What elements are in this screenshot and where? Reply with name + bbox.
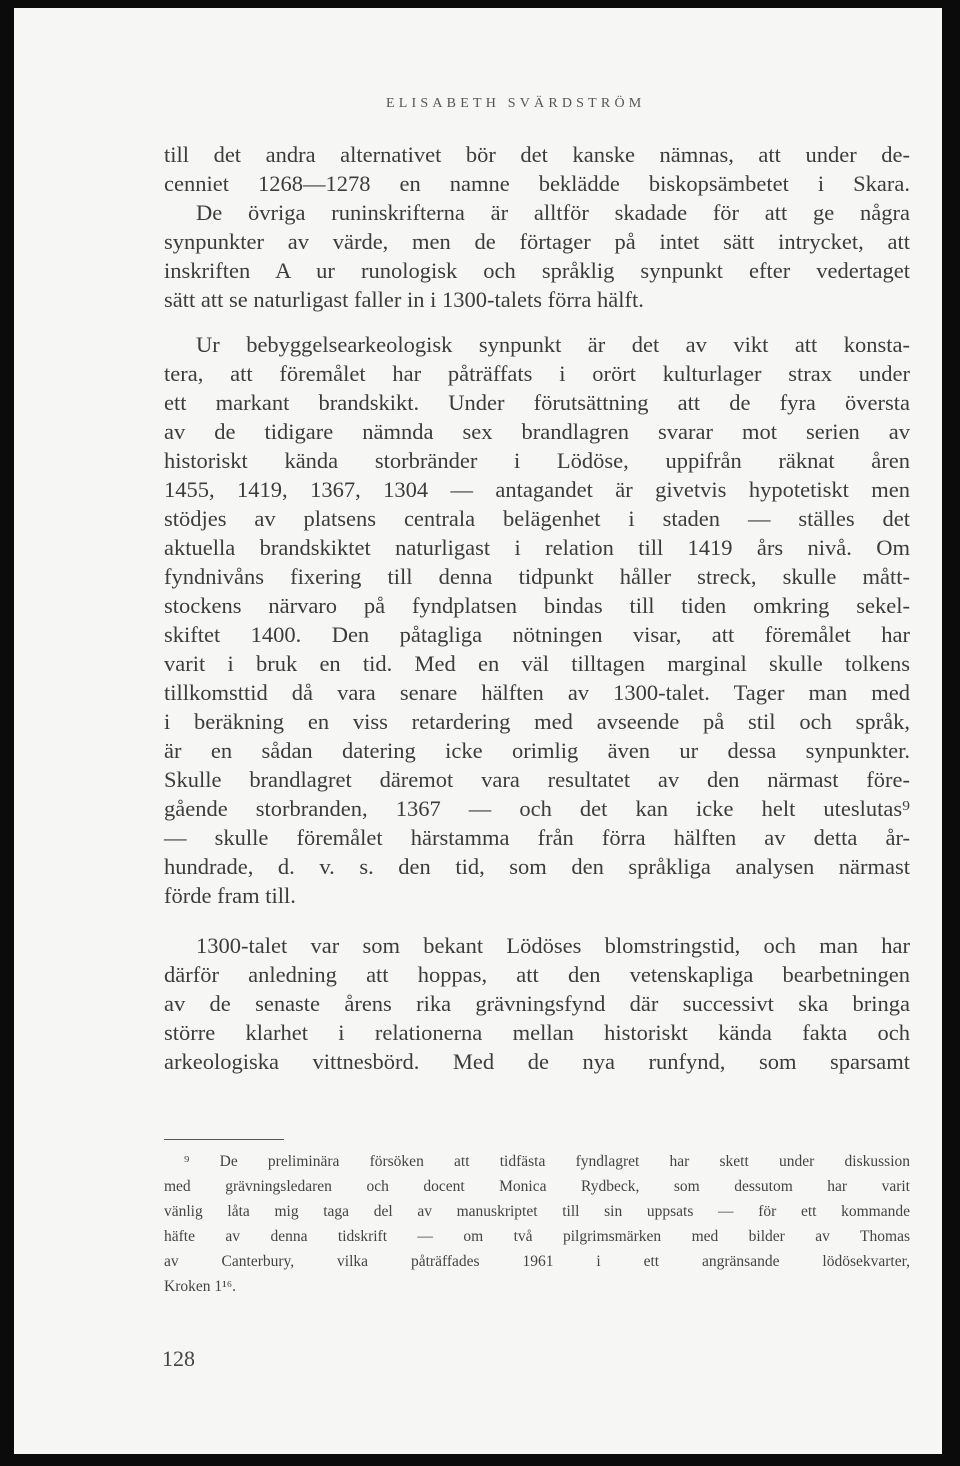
body-line: 1455, 1419, 1367, 1304 — antagandet är givetvis hypotetiskt men <box>164 477 910 502</box>
running-head: ELISABETH SVÄRDSTRÖM <box>386 96 646 111</box>
body-line: inskriften A ur runologisk och språklig synpunkt efter vedertaget <box>164 258 910 283</box>
body-line: Skulle brandlagret däremot vara resultatet av den närmast före- <box>164 767 910 792</box>
body-line: varit i bruk en tid. Med en väl tilltagen marginal skulle tolkens <box>164 651 910 676</box>
body-line: av de tidigare nämnda sex brandlagren svarar mot serien av <box>164 419 910 444</box>
body-line: ett markant brandskikt. Under förutsättning att de fyra översta <box>164 390 910 415</box>
book-page <box>14 8 942 1454</box>
body-line: tillkomsttid då vara senare hälften av 1300-talet. Tager man med <box>164 680 910 705</box>
body-line: historiskt kända storbränder i Lödöse, uppifrån räknat åren <box>164 448 910 473</box>
body-line: — skulle föremålet härstamma från förra hälften av detta år- <box>164 825 910 850</box>
body-line: av de senaste årens rika grävningsfynd där successivt ska bringa <box>164 991 910 1016</box>
footnote-separator <box>164 1139 284 1140</box>
body-line: synpunkter av värde, men de förtager på intet sätt intrycket, att <box>164 229 910 254</box>
body-line: hundrade, d. v. s. den tid, som den språkliga analysen närmast <box>164 854 910 879</box>
body-line: stockens närvaro på fyndplatsen bindas till tiden omkring sekel- <box>164 593 910 618</box>
body-line: större klarhet i relationerna mellan historiskt kända fakta och <box>164 1020 910 1045</box>
body-line: är en sådan datering icke orimlig även ur dessa synpunkter. <box>164 738 910 763</box>
footnote-line: med grävningsledaren och docent Monica Rydbeck, som dessutom har varit <box>164 1178 910 1195</box>
footnote-line: Kroken 1¹⁶. <box>164 1278 237 1295</box>
footnote-line: vänlig låta mig taga del av manuskriptet till sin uppsats — för ett kommande <box>164 1203 910 1220</box>
body-line: i beräkning en viss retardering med avseende på stil och språk, <box>164 709 910 734</box>
body-line: skiftet 1400. Den påtagliga nötningen visar, att föremålet har <box>164 622 910 647</box>
body-line: gående storbranden, 1367 — och det kan icke helt uteslutas⁹ <box>164 796 910 821</box>
footnote-line: ⁹ De preliminära försöken att tidfästa fyndlagret har skett under diskussion <box>184 1153 910 1170</box>
body-line: stödjes av platsens centrala belägenhet i staden — ställes det <box>164 506 910 531</box>
footnote-line: häfte av denna tidskrift — om två pilgrimsmärken med bilder av Thomas <box>164 1228 910 1245</box>
body-line: 1300-talet var som bekant Lödöses blomstringstid, och man har <box>196 933 910 958</box>
body-line: till det andra alternativet bör det kanske nämnas, att under de- <box>164 142 910 167</box>
body-line: cenniet 1268—1278 en namne beklädde biskopsämbetet i Skara. <box>164 171 910 196</box>
body-line: sätt att se naturligast faller in i 1300-talets förra hälft. <box>164 287 644 312</box>
body-line: tera, att föremålet har påträffats i orört kulturlager strax under <box>164 361 910 386</box>
body-line: aktuella brandskiktet naturligast i relation till 1419 års nivå. Om <box>164 535 910 560</box>
page-number: 128 <box>162 1346 195 1371</box>
body-line: De övriga runinskrifterna är alltför skadade för att ge några <box>196 200 910 225</box>
body-line: arkeologiska vittnesbörd. Med de nya runfynd, som sparsamt <box>164 1049 910 1074</box>
body-line: Ur bebyggelsearkeologisk synpunkt är det av vikt att konsta- <box>196 332 910 357</box>
body-line: därför anledning att hoppas, att den vetenskapliga bearbetningen <box>164 962 910 987</box>
footnote-line: av Canterbury, vilka påträffades 1961 i ett angränsande lödösekvarter, <box>164 1253 910 1270</box>
body-line: fyndnivåns fixering till denna tidpunkt håller streck, skulle mått- <box>164 564 910 589</box>
body-line: förde fram till. <box>164 883 296 908</box>
